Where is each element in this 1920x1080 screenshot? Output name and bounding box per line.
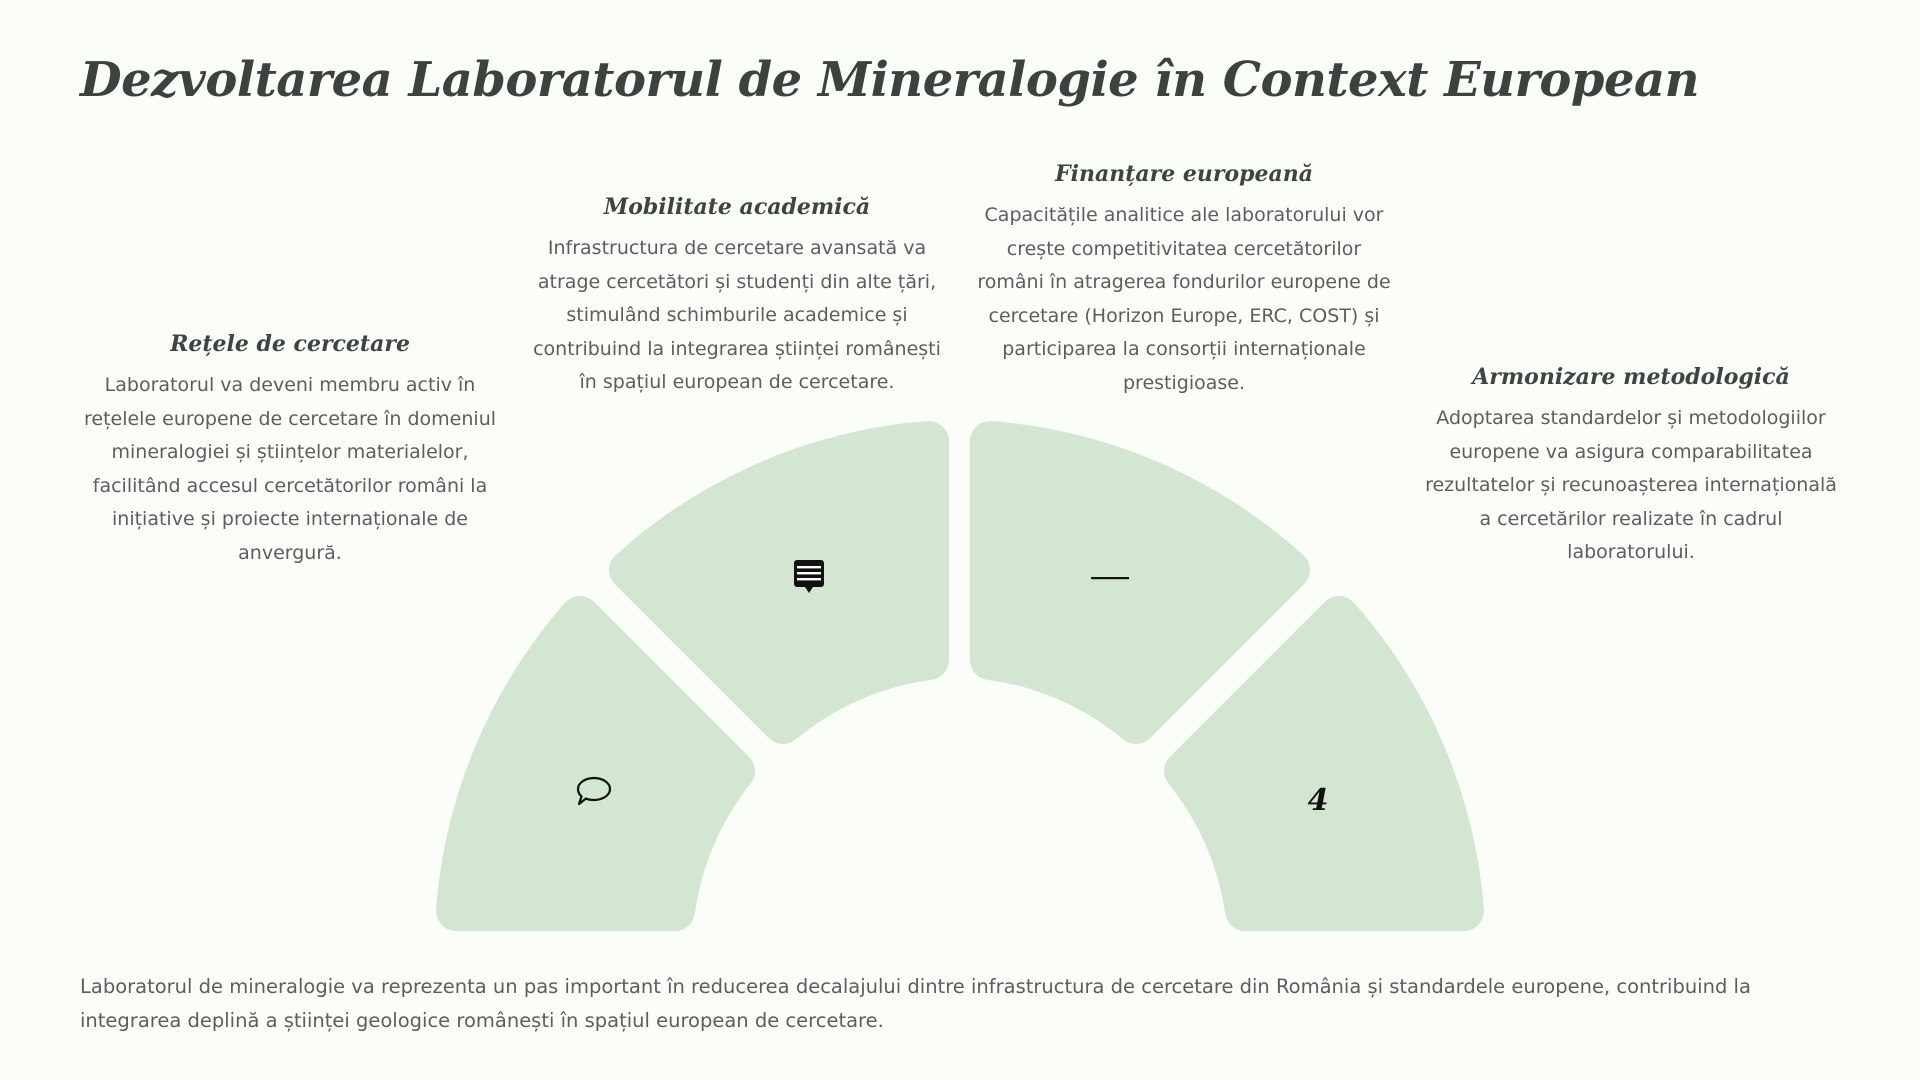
block-heading: Rețele de cercetare [170, 331, 410, 357]
page-title: Dezvoltarea Laboratorul de Mineralogie în Context European [80, 52, 1699, 108]
segment-finantare-europeana [990, 441, 1290, 724]
block-finantare-europeana [972, 161, 1396, 400]
stacked-message-icon [792, 558, 826, 596]
block-heading: Armonizare metodologică [1472, 364, 1790, 390]
speech-bubble-icon [574, 774, 614, 810]
block-text: Capacitățile analitice ale laboratorului vor crește competitivitatea cercetătorilor români în atragerea fondurilor europene de cercetare (Horizon Europe, ERC, COST) și participarea la consorții internaționale prestigioase. [977, 204, 1391, 394]
block-heading: Finanțare europeană [1054, 161, 1314, 187]
segment-mobilitate-academica [629, 441, 929, 724]
block-text: Laboratorul va deveni membru activ în rețelele europene de cercetare în domeniul mineralogiei și științelor materialelor, facilitând accesul cercetătorilor români la inițiative și proiecte internaționale de anvergură. [83, 374, 497, 564]
block-retele-de-cercetare [80, 331, 500, 570]
footer-summary: Laboratorul de mineralogie va reprezenta un pas important în reducerea decalajului dintre infrastructura de cercetare din România și standardele europene, contribuind la integrarea deplină a științei geologice românești în spațiul european de cercetare. [80, 975, 1751, 1032]
block-heading: Mobilitate academică [603, 194, 871, 220]
number-four-icon: 4 [1307, 782, 1329, 818]
block-mobilitate-academica [531, 194, 943, 400]
dash-icon [1090, 568, 1130, 588]
block-armonizare-metodologica [1421, 364, 1841, 570]
block-text: Infrastructura de cercetare avansată va atrage cercetători și studenți din alte țări, stimulând schimburile academice și contribuind la integrarea științei românești în spațiul european de cercetare. [533, 237, 941, 393]
block-text: Adoptarea standardelor și metodologiilor europene va asigura comparabilitatea rezultatelor și recunoașterea internațională a cercetărilor realizate în cadrul laboratorului. [1425, 407, 1837, 563]
